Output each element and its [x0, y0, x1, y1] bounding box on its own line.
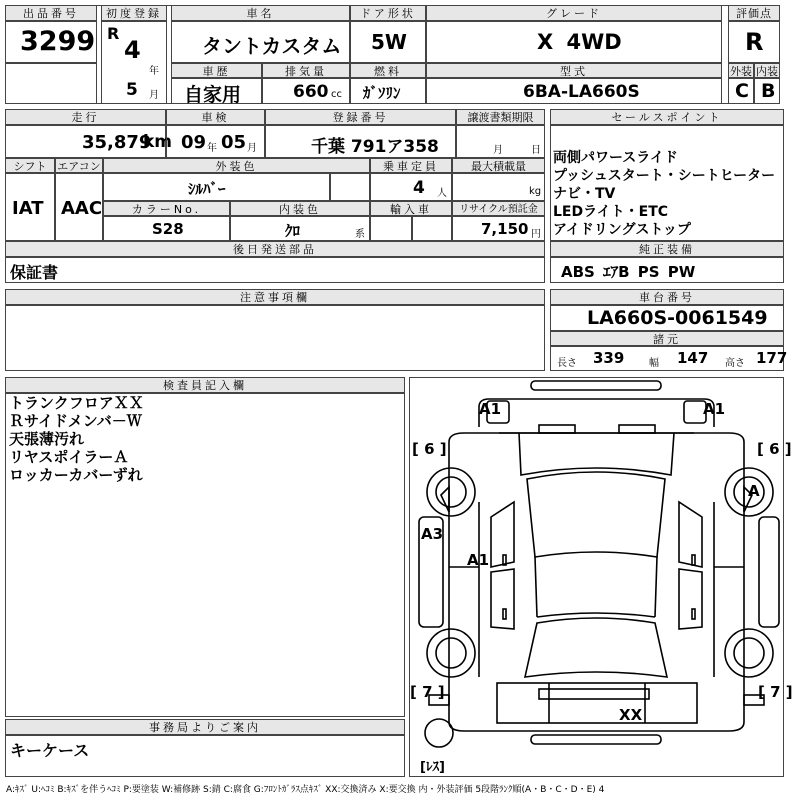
legend: A:ｷｽﾞ U:ﾍｺﾐ B:ｷｽﾞを伴うﾍｺﾐ P:要塗装 W:補修跡 S:錆 C:腐食 G:ﾌﾛﾝﾄｶﾞﾗｽ点ｷｽﾞ XX:交換済み X:要交換 内・外装評価 5段階ﾗﾝｸ順(A・B・C・D・E) 4 — [6, 785, 605, 795]
mark-rear: XX — [619, 706, 643, 724]
reg-year: 4 — [124, 36, 141, 64]
ext-color-extra — [330, 173, 370, 201]
transfer-day-unit: 日 — [531, 145, 541, 156]
mark-right-front-wheel: A — [748, 482, 760, 500]
sales-item: ナビ・TV — [553, 186, 616, 202]
height: 177 — [756, 349, 788, 367]
mark-front-right: A1 — [703, 400, 726, 418]
capacity: 4 — [413, 178, 425, 198]
length-label: 長さ — [557, 358, 577, 369]
import-cell-a — [370, 216, 412, 241]
inspection-cell — [166, 125, 265, 158]
fuel-header: 燃料 — [350, 63, 426, 78]
lot-no: 3299 — [20, 26, 96, 57]
sales-item: アイドリングストップ — [553, 222, 691, 238]
transfer-cell — [456, 125, 545, 158]
int-color-cell — [230, 216, 370, 241]
int-color: ｸﾛ — [285, 222, 301, 240]
mileage-cell — [5, 125, 173, 158]
reg-month-unit: 月 — [149, 90, 159, 101]
sales-header: セールスポイント — [550, 109, 784, 125]
model-header: 型式 — [426, 63, 722, 78]
model: 6BA-LA660S — [523, 82, 640, 102]
mark-left-side: A3 — [421, 525, 444, 543]
first-reg-cell — [101, 21, 167, 104]
sales-item: LEDライト・ETC — [553, 204, 669, 220]
ac-header: エアコン — [55, 158, 103, 173]
dims-cell — [550, 346, 788, 371]
doors-header: ドア形状 — [350, 5, 426, 21]
recycle-cell — [452, 216, 545, 241]
insp-year-unit: 年 — [207, 143, 217, 154]
inspector-line: 天張薄汚れ — [9, 430, 85, 448]
inspector-cell — [5, 393, 405, 717]
mileage: 35,879 — [82, 132, 152, 153]
dims-header: 諸元 — [550, 331, 784, 346]
int-color-unit: 系 — [355, 229, 365, 240]
chassis-no: LA660S-0061549 — [587, 307, 768, 329]
reg-month: 5 — [126, 80, 138, 100]
sales-cell — [550, 125, 784, 241]
mark-rear-right-tire: [ 7 ] — [758, 683, 793, 701]
import-cell-b — [412, 216, 452, 241]
mileage-header: 走行 — [5, 109, 166, 125]
inspection-header: 車検 — [166, 109, 265, 125]
grade-header: グレード — [426, 5, 722, 21]
office-header: 事務局よりご案内 — [5, 719, 405, 735]
max-load-header: 最大積載量 — [452, 158, 545, 173]
car-name-header: 車名 — [171, 5, 350, 21]
later-parts-header: 後日発送部品 — [5, 241, 545, 257]
office-note: キーケース — [10, 741, 90, 760]
shift-header: シフト — [5, 158, 55, 173]
sales-item: 両側パワースライド — [553, 150, 678, 166]
ac: AAC — [61, 198, 103, 219]
fuel: ｶﾞｿﾘﾝ — [363, 84, 401, 102]
reg-no-cell — [265, 125, 456, 158]
mark-front-left: A1 — [479, 400, 502, 418]
office-cell — [5, 735, 405, 777]
chassis-cell — [550, 305, 784, 331]
inspector-line: トランクフロアＸＸ — [9, 394, 144, 412]
color-no: S28 — [152, 220, 184, 238]
doors-cell — [350, 21, 426, 63]
inspector-lines — [9, 394, 144, 484]
import-header: 輸入車 — [370, 201, 452, 216]
inspector-header: 検査員記入欄 — [5, 377, 405, 393]
max-load-cell — [452, 173, 545, 201]
score-header: 評価点 — [728, 5, 780, 21]
later-parts: 保証書 — [10, 263, 59, 282]
width-label: 幅 — [649, 358, 659, 369]
history-header: 車歴 — [171, 63, 262, 78]
km-unit: km — [143, 132, 173, 152]
capacity-cell — [370, 173, 452, 201]
width: 147 — [677, 349, 709, 367]
displacement-cell — [262, 78, 350, 104]
caution-header: 注意事項欄 — [5, 289, 545, 305]
inspector-line: ロッカーカバーずれ — [9, 466, 143, 484]
ext-grade: C — [735, 80, 749, 102]
first-reg-header: 初度登録 — [101, 5, 167, 21]
int-grade: B — [761, 80, 776, 102]
ext-color-cell — [103, 173, 330, 201]
mark-front-right-tire: [ 6 ] — [757, 440, 792, 458]
length: 339 — [593, 349, 625, 367]
shift: IAT — [12, 198, 44, 219]
ext-color: ｼﾙﾊﾞｰ — [188, 180, 226, 198]
inspector-line: Ｒサイドメンバ－Ｗ — [9, 412, 142, 430]
lot-no-cell — [5, 21, 97, 63]
car-name: タントカスタム — [202, 34, 342, 58]
transfer-month-unit: 月 — [493, 145, 503, 156]
insp-month: 05 — [221, 132, 247, 153]
fuel-cell — [350, 78, 426, 104]
cc-unit: cc — [331, 89, 342, 100]
mark-left-door: A1 — [467, 551, 490, 569]
insp-month-unit: 月 — [247, 143, 257, 154]
equipment-header: 純正装備 — [550, 241, 784, 257]
int-grade-cell — [754, 78, 780, 104]
equipment-cell — [550, 257, 784, 283]
reg-no-header: 登録番号 — [265, 109, 456, 125]
reg-no: 千葉 791ア358 — [311, 137, 439, 157]
history-cell — [171, 78, 262, 104]
history: 自家用 — [184, 84, 242, 106]
mark-rear-left-tire: [ 7 ] — [410, 683, 445, 701]
insp-year: 09 — [181, 132, 207, 153]
mark-spare: [ﾚｽ] — [420, 760, 445, 775]
transfer-header: 譲渡書類期限 — [456, 109, 545, 125]
ext-color-header: 外装色 — [103, 158, 370, 173]
doors: 5W — [371, 30, 407, 54]
later-parts-cell — [5, 257, 545, 283]
max-load-unit: kg — [529, 186, 542, 197]
grade-cell — [426, 21, 722, 63]
lot-no-header: 出品番号 — [5, 5, 97, 21]
lot-no-blank — [5, 63, 97, 104]
sales-list — [553, 149, 775, 239]
height-label: 高さ — [725, 358, 745, 369]
car-outline — [409, 377, 784, 777]
chassis-header: 車台番号 — [550, 289, 784, 305]
caution-cell — [5, 305, 545, 371]
shift-cell — [5, 173, 55, 241]
displacement-header: 排気量 — [262, 63, 350, 78]
int-grade-header: 内装 — [756, 65, 778, 78]
displacement: 660 — [293, 82, 329, 102]
ext-grade-header: 外装 — [730, 65, 752, 78]
score-cell — [728, 21, 780, 63]
reg-era: R — [107, 24, 120, 43]
sales-item: プッシュスタート・シートヒーター — [553, 168, 776, 184]
car-name-cell — [171, 21, 350, 63]
recycle: 7,150 — [481, 220, 529, 238]
recycle-header: リサイクル預託金 — [452, 201, 545, 216]
recycle-unit: 円 — [531, 229, 541, 240]
model-cell — [426, 78, 722, 104]
ext-grade-cell — [728, 78, 754, 104]
reg-year-unit: 年 — [149, 66, 159, 77]
inspector-line: リヤスポイラーＡ — [9, 448, 129, 466]
equipment: ABS ｴｱB PS PW — [561, 263, 696, 281]
int-color-header: 内装色 — [230, 201, 370, 216]
capacity-header: 乗車定員 — [370, 158, 452, 173]
capacity-unit: 人 — [437, 188, 447, 199]
grade: X 4WD — [537, 30, 622, 54]
score: R — [745, 28, 764, 56]
ac-cell — [55, 173, 103, 241]
color-no-cell — [103, 216, 230, 241]
mark-front-left-tire: [ 6 ] — [412, 440, 447, 458]
color-no-header: カラーNo. — [103, 201, 230, 216]
